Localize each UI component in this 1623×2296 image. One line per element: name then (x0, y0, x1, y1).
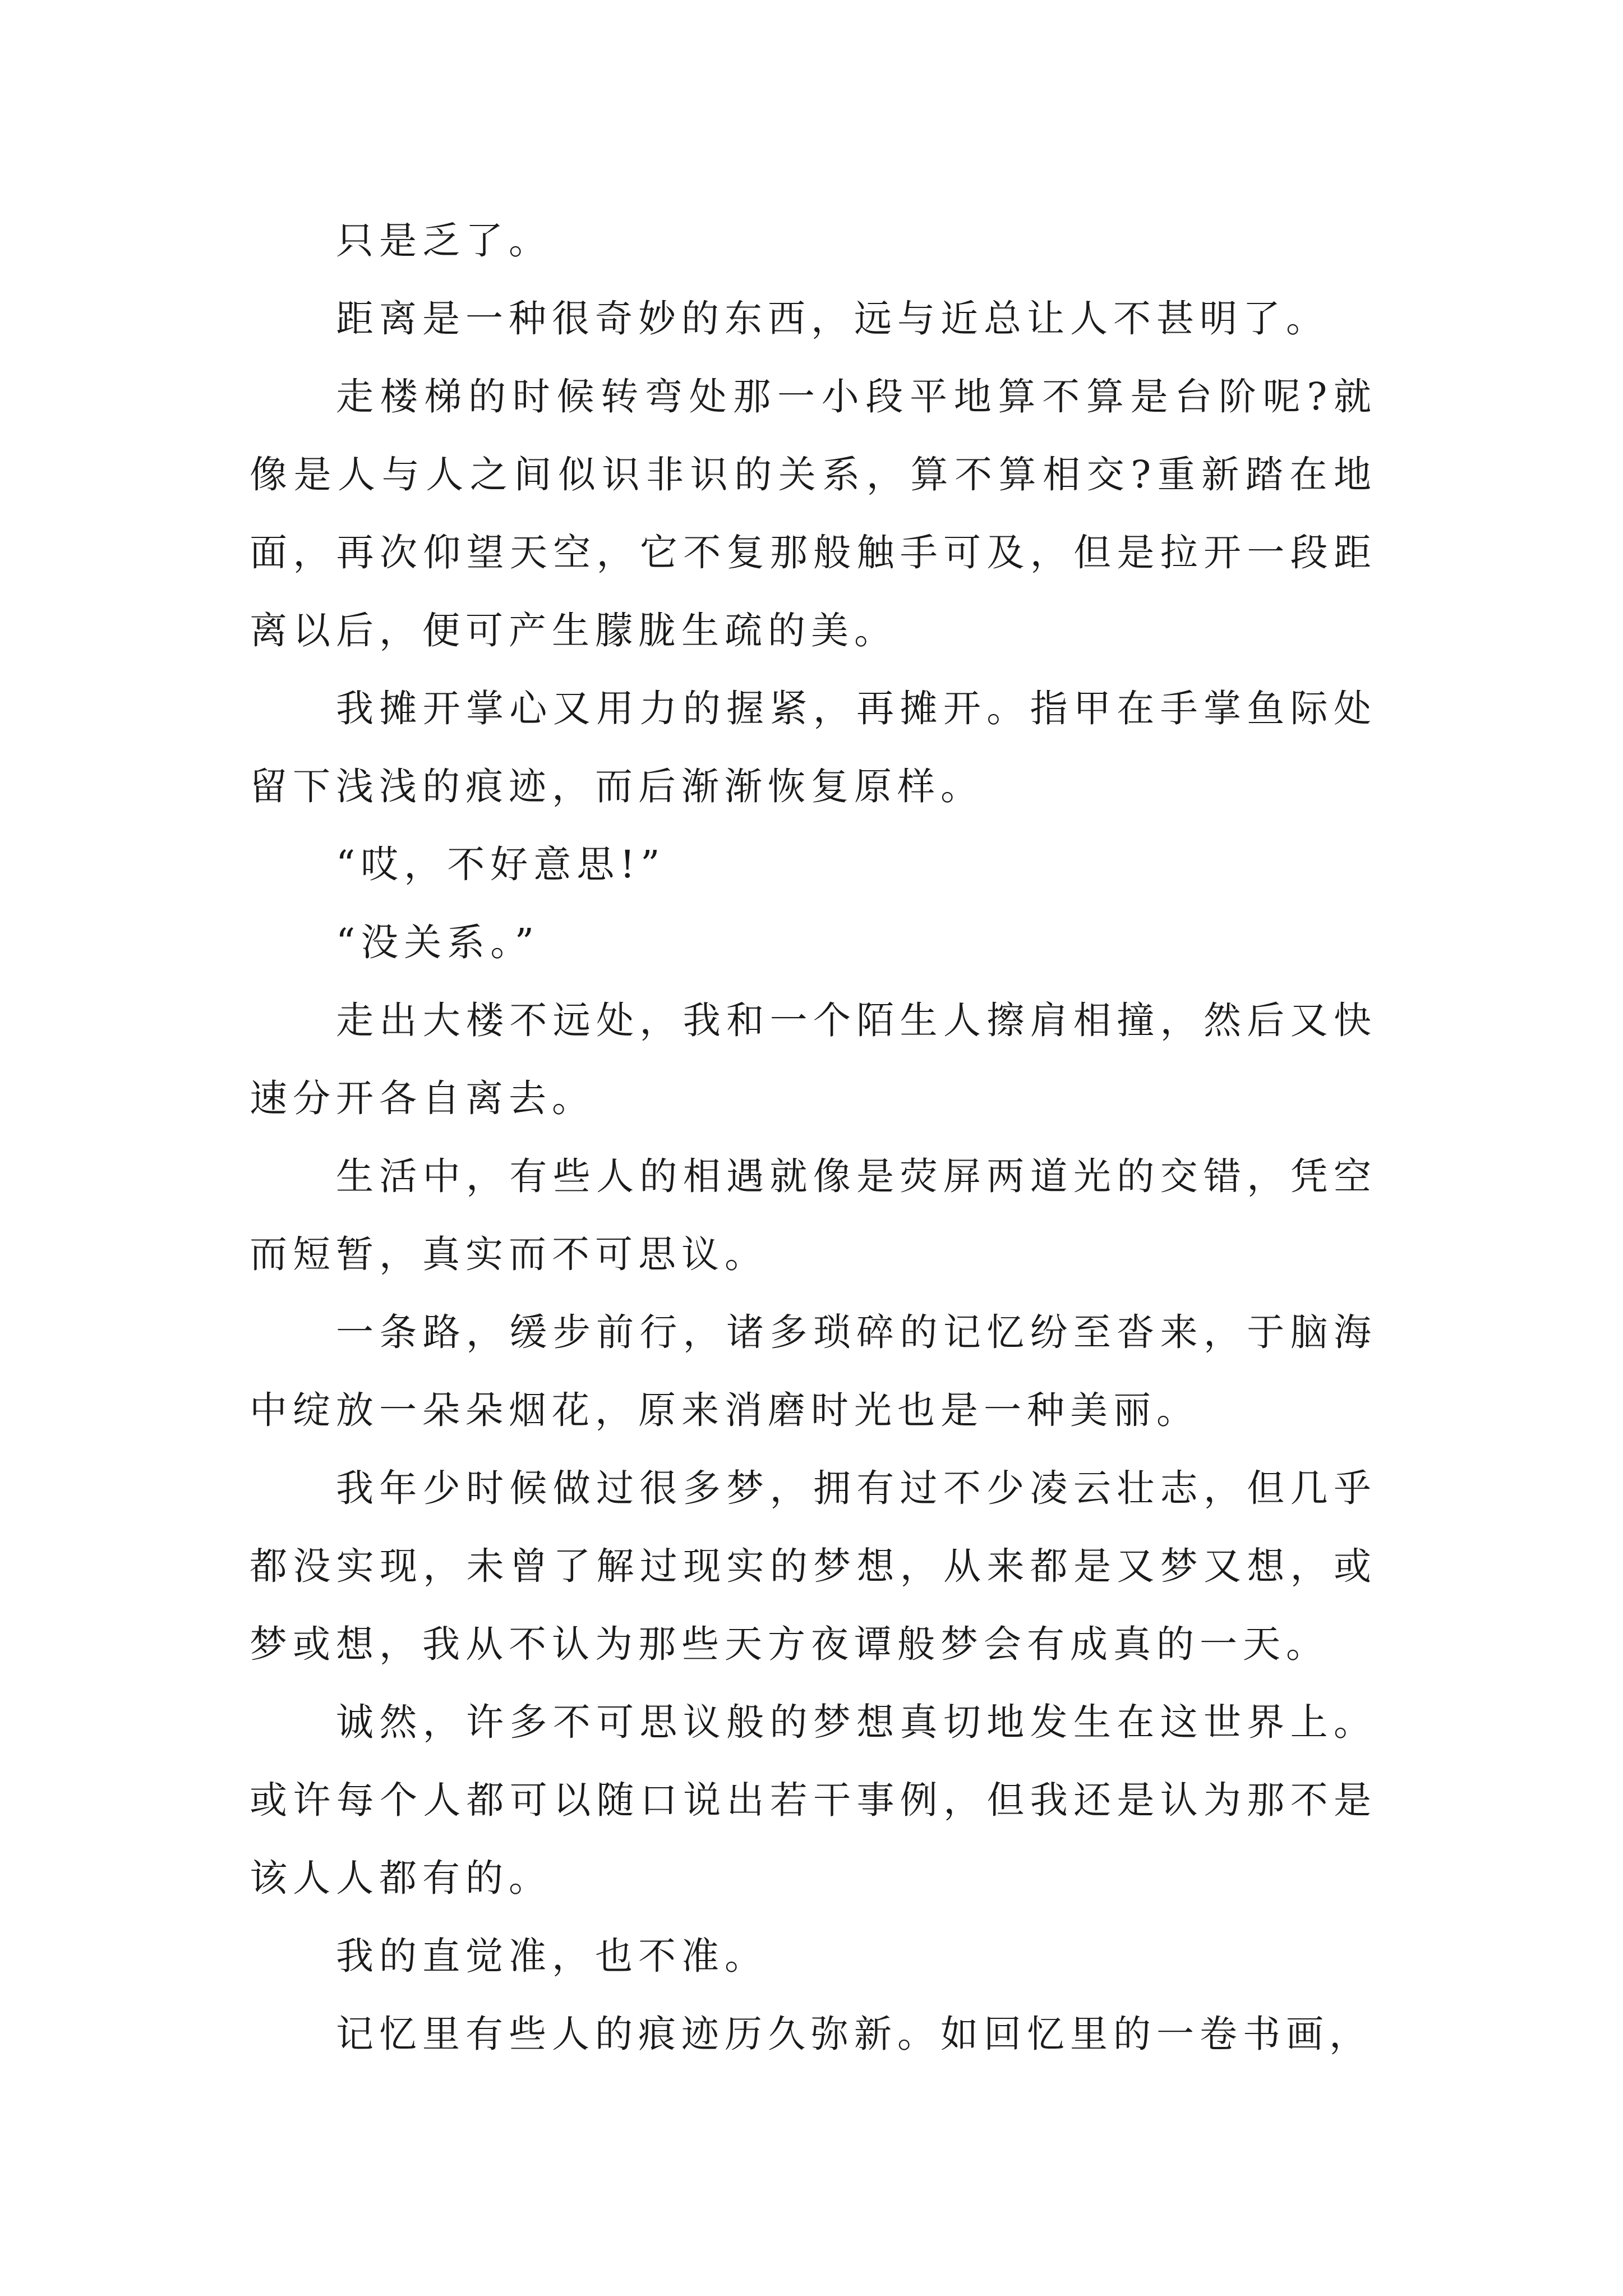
paragraph: “没关系。” (336, 921, 540, 964)
paragraph: 走楼梯的时候转弯处那一小段平地算不算是台阶呢?就像是人与人之间似识非识的关系，算不算相交?重新踏在地面，再次仰望天空，它不复那般触手可及，但是拉开一段距离以后，便可产生朦胧生疏的美。 (250, 375, 1377, 652)
paragraph: 我的直觉准，也不准。 (336, 1934, 768, 1978)
paragraph: 一条路，缓步前行，诸多琐碎的记忆纷至沓来，于脑海中绽放一朵朵烟花，原来消磨时光也是一种美丽。 (250, 1310, 1377, 1432)
paragraph: 走出大楼不远处，我和一个陌生人擦肩相撞，然后又快速分开各自离去。 (250, 999, 1377, 1120)
paragraph: 诚然，许多不可思议般的梦想真切地发生在这世界上。或许每个人都可以随口说出若干事例，但我还是认为那不是该人人都有的。 (250, 1700, 1377, 1900)
paragraph: “哎，不好意思!” (336, 843, 666, 886)
paragraph: 我年少时候做过很多梦，拥有过不少凌云壮志，但几乎都没实现，未曾了解过现实的梦想，从来都是又梦又想，或梦或想，我从不认为那些天方夜谭般梦会有成真的一天。 (250, 1466, 1377, 1666)
paragraph: 我摊开掌心又用力的握紧，再摊开。指甲在手掌鱼际处留下浅浅的痕迹，而后渐渐恢复原样。 (250, 687, 1377, 808)
paragraph: 只是乏了。 (336, 219, 552, 263)
paragraph: 记忆里有些人的痕迹历久弥新。如回忆里的一卷书画， (336, 2012, 1372, 2056)
paragraph: 距离是一种很奇妙的东西，远与近总让人不甚明了。 (336, 297, 1329, 341)
paragraph: 生活中，有些人的相遇就像是荧屏两道光的交错，凭空而短暂，真实而不可思议。 (250, 1154, 1377, 1276)
document-body (250, 202, 1377, 2073)
